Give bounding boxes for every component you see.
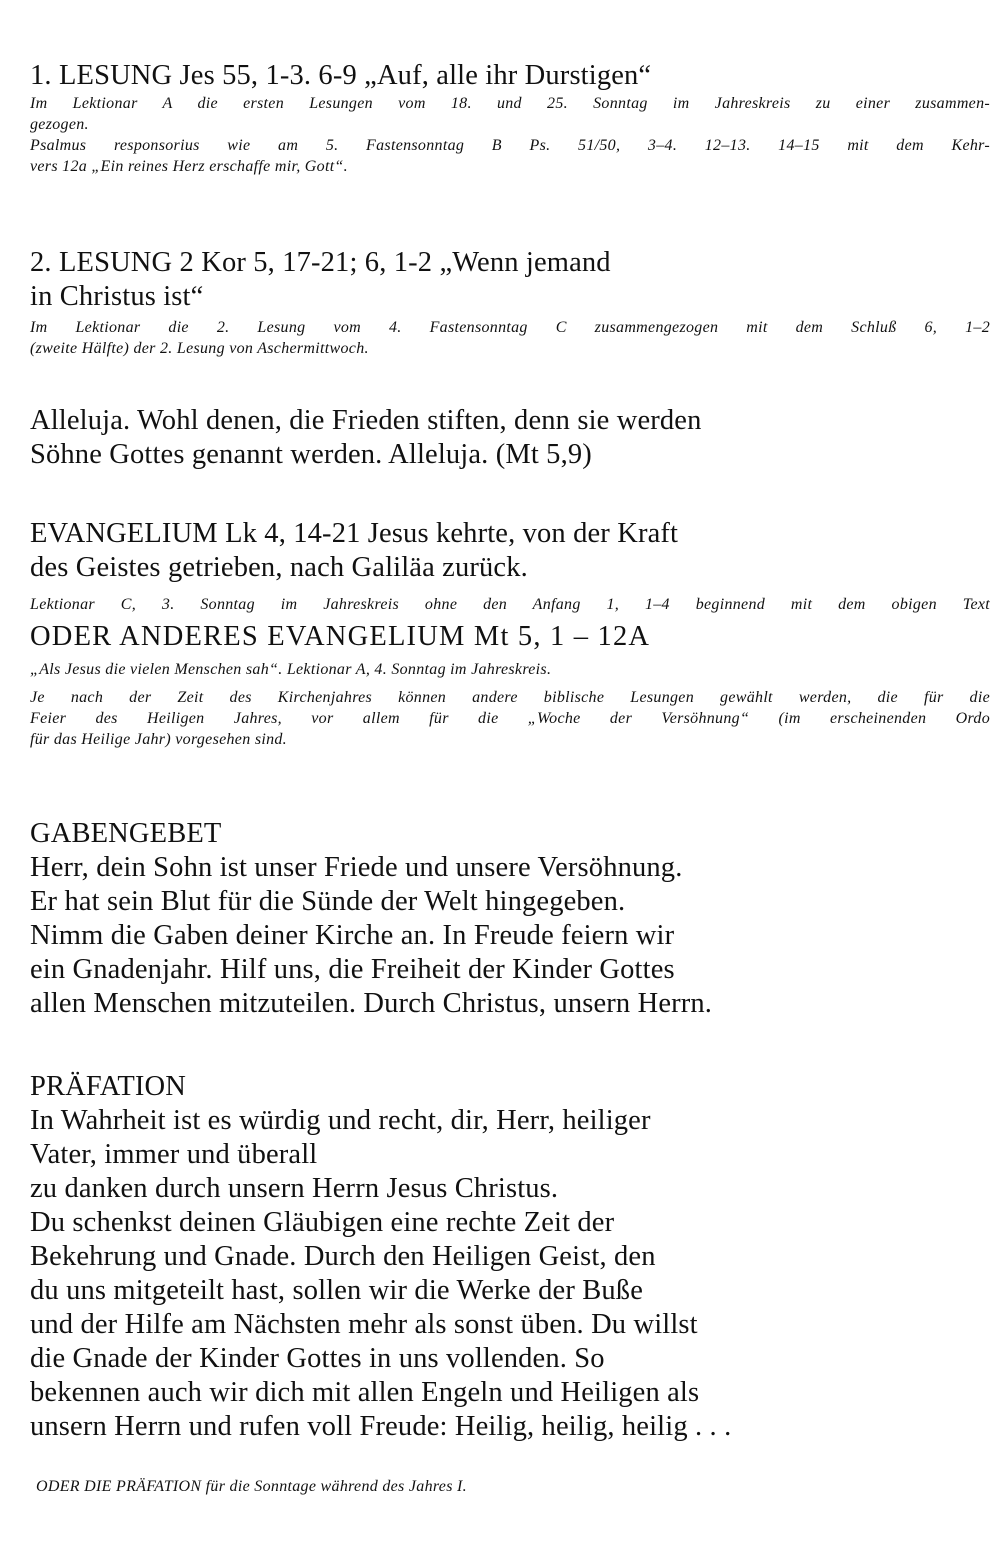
praefation-line: Bekehrung und Gnade. Durch den Heiligen Geist, den xyxy=(30,1241,656,1272)
alleluja-line: Alleluja. Wohl denen, die Frieden stiften, denn sie werden xyxy=(30,405,702,436)
evangelium-note: Lektionar C, 3. Sonntag im Jahreskreis ohne den Anfang 1, 1–4 beginnend mit dem obigen Text xyxy=(30,596,990,613)
lesung-1-note: vers 12a „Ein reines Herz erschaffe mir, Gott“. xyxy=(30,158,348,175)
evangelium-heading: des Geistes getrieben, nach Galiläa zurück. xyxy=(30,552,528,583)
alt-evangelium-note: für das Heilige Jahr) vorgesehen sind. xyxy=(30,731,287,748)
praefation-line: Du schenkst deinen Gläubigen eine rechte Zeit der xyxy=(30,1207,615,1238)
alt-evangelium-note: „Als Jesus die vielen Menschen sah“. Lektionar A, 4. Sonntag im Jahreskreis. xyxy=(30,661,552,678)
lesung-2-note: Im Lektionar die 2. Lesung vom 4. Fastensonntag C zusammengezogen mit dem Schluß 6, 1–2 xyxy=(30,319,990,336)
alleluja-section xyxy=(30,404,990,472)
praefation-line: bekennen auch wir dich mit allen Engeln und Heiligen als xyxy=(30,1377,700,1408)
praefation-line: In Wahrheit ist es würdig und recht, dir, Herr, heiliger xyxy=(30,1105,651,1136)
lesung-1-heading: 1. LESUNG Jes 55, 1-3. 6-9 „Auf, alle ihr Durstigen“ xyxy=(30,60,652,91)
gabengebet-line: allen Menschen mitzuteilen. Durch Christus, unsern Herrn. xyxy=(30,988,713,1019)
evangelium-section xyxy=(30,517,990,750)
alt-evangelium-heading: ODER ANDERES EVANGELIUM Mt 5, 1 – 12A xyxy=(30,621,651,652)
praefation-title: PRÄFATION xyxy=(30,1071,187,1102)
praefation-line: unsern Herrn und rufen voll Freude: Heilig, heilig, heilig . . . xyxy=(30,1411,732,1442)
praefation-line: du uns mitgeteilt hast, sollen wir die Werke der Buße xyxy=(30,1275,644,1306)
gabengebet-line: ein Gnadenjahr. Hilf uns, die Freiheit der Kinder Gottes xyxy=(30,954,675,985)
lesung-1-note: Im Lektionar A die ersten Lesungen vom 18. und 25. Sonntag im Jahreskreis zu einer zusammen- xyxy=(30,95,990,112)
gabengebet-section xyxy=(30,817,990,1021)
praefation-line: Vater, immer und überall xyxy=(30,1139,318,1170)
praefation-line: zu danken durch unsern Herrn Jesus Christus. xyxy=(30,1173,559,1204)
gabengebet-line: Er hat sein Blut für die Sünde der Welt hingegeben. xyxy=(30,886,626,917)
alt-evangelium-note: Feier des Heiligen Jahres, vor allem für die „Woche der Versöhnung“ (im erscheinenden Ordo xyxy=(30,710,990,727)
lesung-2-heading: 2. LESUNG 2 Kor 5, 17-21; 6, 1-2 „Wenn jemand xyxy=(30,247,611,278)
gabengebet-line: Herr, dein Sohn ist unser Friede und unsere Versöhnung. xyxy=(30,852,683,883)
praefation-line: und der Hilfe am Nächsten mehr als sonst üben. Du willst xyxy=(30,1309,698,1340)
evangelium-heading: EVANGELIUM Lk 4, 14-21 Jesus kehrte, von der Kraft xyxy=(30,518,679,549)
lesung-1-note: gezogen. xyxy=(30,116,89,133)
alt-evangelium-note: Je nach der Zeit des Kirchenjahres können andere biblische Lesungen gewählt werden, die für die xyxy=(30,689,990,706)
lesung-1-note: Psalmus responsorius wie am 5. Fastensonntag B Ps. 51/50, 3–4. 12–13. 14–15 mit dem Kehr- xyxy=(30,137,990,154)
praefation-footnote: ODER DIE PRÄFATION für die Sonntage während des Jahres I. xyxy=(36,1478,467,1495)
lesung-2-note: (zweite Hälfte) der 2. Lesung von Aschermittwoch. xyxy=(30,340,369,357)
lesung-2-heading: in Christus ist“ xyxy=(30,281,204,312)
gabengebet-title: GABENGEBET xyxy=(30,818,222,849)
praefation-footnote-section xyxy=(36,1476,996,1497)
lesung-1-section xyxy=(30,59,990,177)
praefation-section xyxy=(30,1070,990,1444)
alleluja-line: Söhne Gottes genannt werden. Alleluja. (Mt 5,9) xyxy=(30,439,592,470)
gabengebet-line: Nimm die Gaben deiner Kirche an. In Freude feiern wir xyxy=(30,920,675,951)
praefation-line: die Gnade der Kinder Gottes in uns vollenden. So xyxy=(30,1343,605,1374)
lesung-2-section xyxy=(30,246,990,359)
